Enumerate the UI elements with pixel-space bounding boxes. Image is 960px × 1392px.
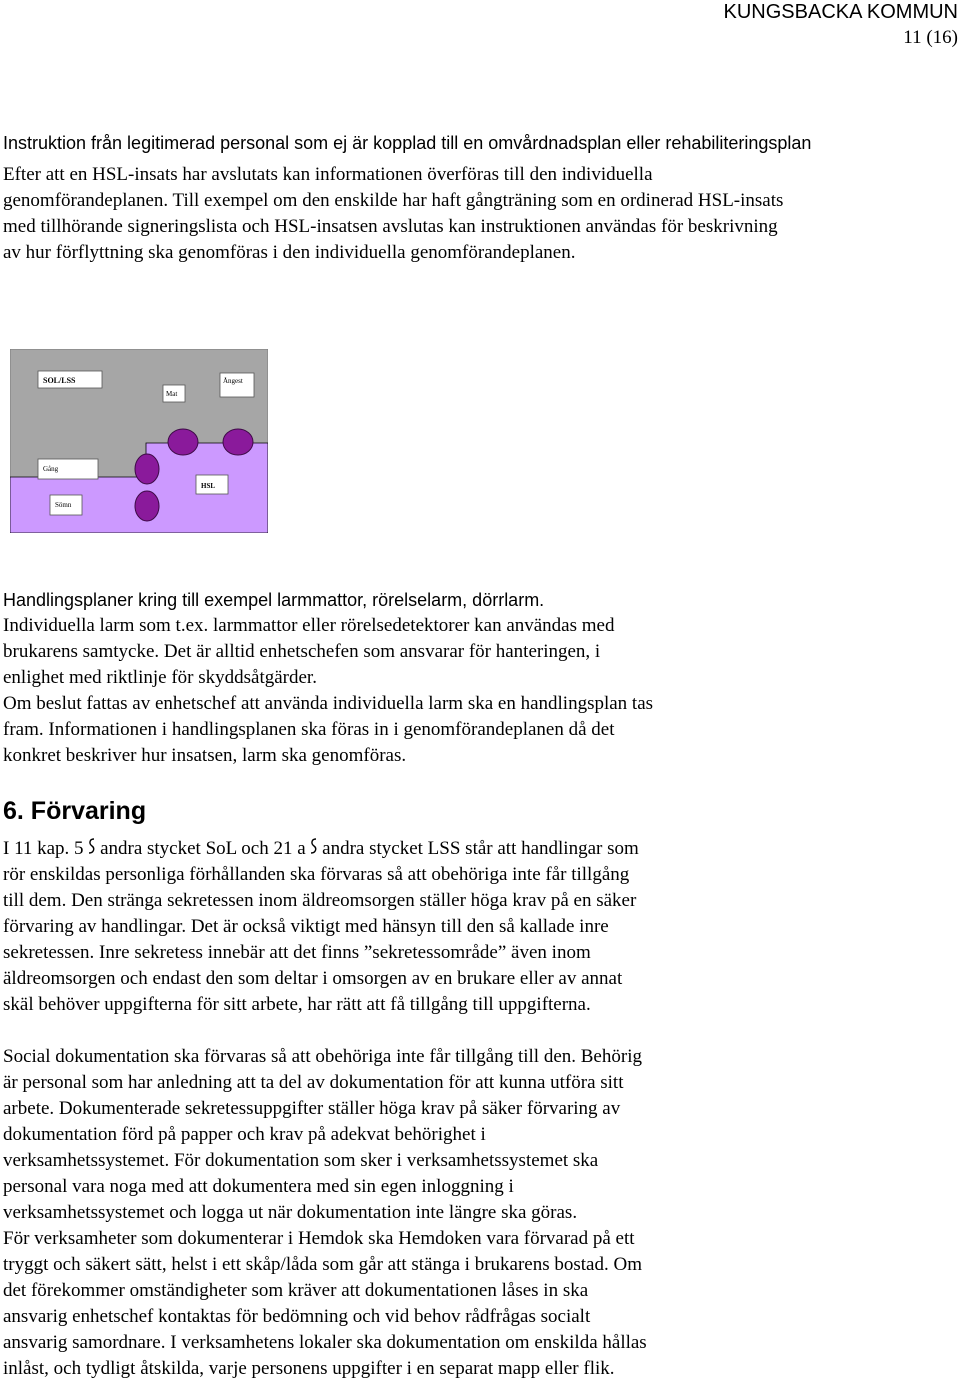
storage-paragraph-2 — [3, 1044, 953, 1226]
alarm-heading: Handlingsplaner kring till exempel larmmattor, rörelselarm, dörrlarm. — [3, 590, 545, 610]
organization-name: KUNGSBACKA KOMMUN — [723, 1, 958, 23]
hsl-label: HSL — [201, 482, 216, 490]
storage-line: skäl behöver uppgifterna för sitt arbete, har rätt att få tillgång till uppgifterna. — [3, 994, 591, 1015]
angest-label: Ångest — [223, 377, 243, 385]
sol-lss-label: SOL/LSS — [43, 376, 76, 385]
storage-line: arbete. Dokumenterade sekretessuppgifter ställer höga krav på säker förvaring av — [3, 1098, 621, 1119]
law-ref-a: I 11 kap. 5 — [3, 838, 84, 859]
law-ref-b: andra stycket SoL och 21 a — [100, 838, 306, 859]
alarm-line: fram. Informationen i handlingsplanen ska föras in i genomförandeplanen då det — [3, 719, 615, 740]
instruction-heading: Instruktion från legitimerad personal som ej är kopplad till en omvårdnadsplan eller rehabiliteringsplan — [3, 133, 812, 153]
storage-line: är personal som har anledning att ta del av dokumentation för att kunna utföra sitt — [3, 1072, 624, 1093]
storage-line: verksamhetssystemet och logga ut när dokumentation inte längre ska göras. — [3, 1202, 578, 1223]
paragraph-sign-icon — [310, 837, 317, 857]
storage-line: verksamhetssystemet. För dokumentation som sker i verksamhetssystemet ska — [3, 1150, 599, 1171]
mat-connector-circle — [168, 429, 198, 455]
section-heading: 6. Förvaring — [3, 797, 147, 825]
storage-paragraph-1 — [3, 836, 953, 1018]
paragraph-sign-icon — [88, 837, 95, 857]
angest-connector-circle — [223, 429, 253, 455]
storage-line: förvaring av handlingar. Det är också viktigt med hänsyn till den så kallade inre — [3, 916, 609, 937]
storage-line: ansvarig enhetschef kontaktas för bedömning och vid behov rådfrågas socialt — [3, 1306, 591, 1327]
law-ref-c: andra stycket LSS står att handlingar som — [322, 838, 639, 859]
somn-connector-circle — [135, 491, 159, 521]
alarm-line: Om beslut fattas av enhetschef att använda individuella larm ska en handlingsplan tas — [3, 693, 654, 714]
section-6 — [3, 796, 953, 1382]
storage-line: ansvarig samordnare. I verksamhetens lokaler ska dokumentation om enskilda hållas — [3, 1332, 647, 1353]
storage-line: till dem. Den stränga sekretessen inom äldreomsorgen ställer höga krav på en säker — [3, 890, 637, 911]
storage-line: inlåst, och tydligt åtskilda, varje personens uppgifter i en separat mapp eller flik. — [3, 1358, 615, 1379]
storage-line: rör enskildas personliga förhållanden ska förvaras så att obehöriga inte får tillgång — [3, 864, 630, 885]
storage-line: det förekommer omständigheter som kräver att dokumentationen låses in ska — [3, 1280, 589, 1301]
storage-line: För verksamheter som dokumenterar i Hemdok ska Hemdoken vara förvarad på ett — [3, 1228, 635, 1249]
mat-label: Mat — [166, 390, 178, 398]
alarm-text — [3, 613, 953, 769]
storage-paragraph-3 — [3, 1226, 953, 1382]
storage-line: personal vara noga med att dokumentera med sin egen inloggning i — [3, 1176, 514, 1197]
storage-line: sekretessen. Inre sekretess innebär att det finns ”sekretessområde” även inom — [3, 942, 591, 963]
diagram-graphic — [10, 349, 268, 533]
storage-line: Social dokumentation ska förvaras så att obehöriga inte får tillgång till den. Behörig — [3, 1046, 642, 1067]
document-body — [3, 130, 953, 266]
alarm-line: Individuella larm som t.ex. larmmattor eller rörelsedetektorer kan användas med — [3, 615, 615, 636]
storage-line: äldreomsorgen och endast den som deltar i omsorgen av en brukare eller av annat — [3, 968, 623, 989]
alarm-line: brukarens samtycke. Det är alltid enhetschefen som ansvarar för hanteringen, i — [3, 641, 601, 662]
storage-line: tryggt och säkert sätt, helst i ett skåp/låda som går att stänga i brukarens bostad. Om — [3, 1254, 642, 1275]
storage-line: dokumentation förd på papper och krav på adekvat behörighet i — [3, 1124, 486, 1145]
gang-label: Gång — [43, 465, 59, 473]
care-plan-diagram — [10, 349, 268, 533]
alarm-section — [3, 587, 953, 769]
alarm-line: enlighet med riktlinje för skyddsåtgärder. — [3, 667, 317, 688]
instruction-paragraph: Efter att en HSL-insats har avslutats kan informationen överföras till den individuella genomförandeplanen. Till exempel om den enskilde har haft gångträning som en ordinerad HSL-insats med tillhörande signeringslista och HSL-insatsen avslutas kan instruktionen användas för beskrivning av hur förflyttning ska genomföras i den individuella genomförandeplanen. — [3, 164, 784, 263]
storage-line — [3, 836, 953, 862]
page-number: 11 (16) — [903, 27, 958, 48]
somn-label: Sömn — [55, 501, 72, 509]
alarm-line: konkret beskriver hur insatsen, larm ska genomföras. — [3, 745, 407, 766]
gang-connector-circle — [135, 454, 159, 484]
